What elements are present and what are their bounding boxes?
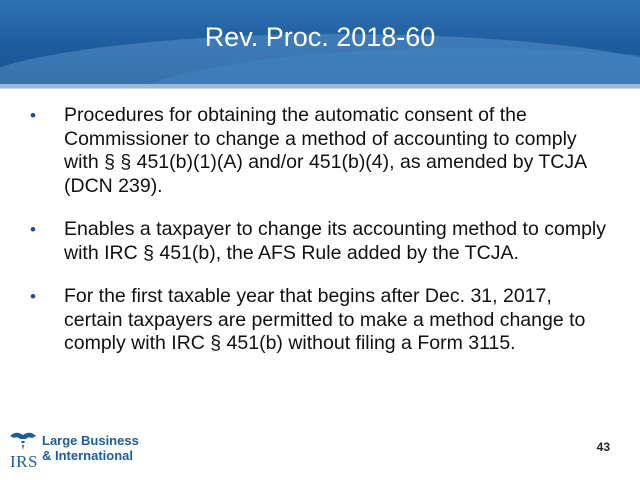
bullet-item [28,285,608,356]
irs-wordmark: IRS [10,452,38,471]
bullet-dot-icon: • [30,287,36,306]
slide-header [0,0,640,84]
page-number: 43 [596,440,610,454]
bullet-dot-icon: • [30,106,36,125]
logo-line-2: & International [42,448,134,463]
bullet-text: For the first taxable year that begins after Dec. 31, 2017, certain taxpayers are permitted to make a method change to comply with IRC § 451(b) without filing a Form 3115. [64,285,586,354]
bullet-list [28,104,608,376]
bullet-item [28,218,608,265]
logo-line-1: Large Business [42,433,139,448]
bullet-text: Enables a taxpayer to change its accounting method to comply with IRC § 451(b), the AFS Rule added by the TCJA. [64,218,606,264]
eagle-icon [8,430,38,454]
irs-lbi-logo [6,430,166,470]
bullet-item [28,104,608,198]
bullet-text: Procedures for obtaining the automatic consent of the Commissioner to change a method of accounting to comply with § § 451(b)(1)(A) and/or 451(b)(4), as amended by TCJA (DCN 239). [64,104,587,197]
slide-title: Rev. Proc. 2018-60 [204,22,436,52]
header-divider-thin [0,88,640,89]
bullet-dot-icon: • [30,220,36,239]
